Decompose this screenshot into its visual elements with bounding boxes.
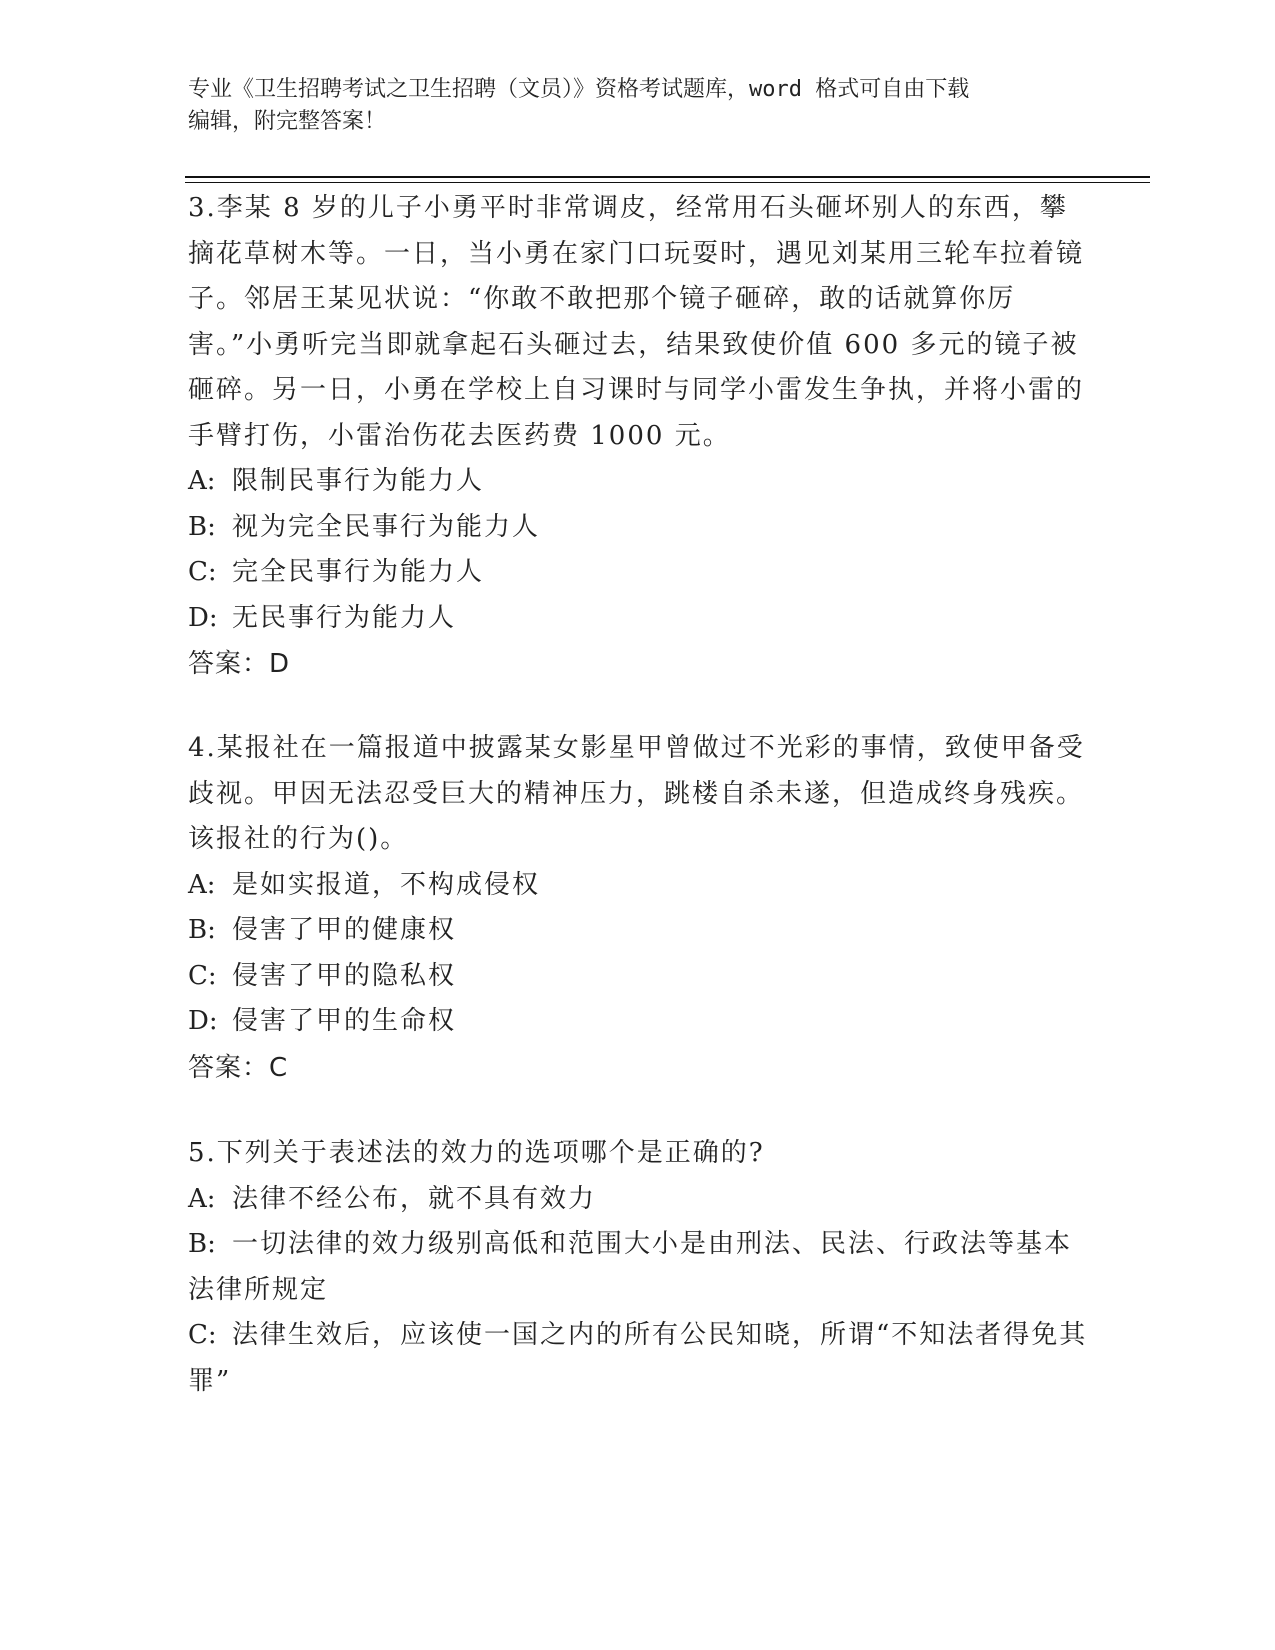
option-text: 侵害了甲的隐私权 bbox=[232, 960, 457, 991]
answer-text: 答案：D bbox=[188, 649, 291, 679]
option-text: 无民事行为能力人 bbox=[232, 602, 457, 633]
option-c bbox=[188, 550, 1088, 596]
option-b bbox=[188, 1222, 1088, 1313]
option-key: D: bbox=[188, 602, 218, 633]
option-key: C: bbox=[188, 1320, 217, 1350]
header-divider-thin bbox=[185, 182, 1150, 183]
option-key: A: bbox=[188, 1183, 216, 1214]
option-d bbox=[188, 596, 1088, 642]
option-key: B: bbox=[188, 511, 216, 542]
option-key: B: bbox=[188, 915, 216, 945]
header-line-2: 编辑，附完整答案！ bbox=[188, 109, 387, 134]
document-header bbox=[188, 74, 1088, 138]
option-text: 侵害了甲的生命权 bbox=[232, 1006, 457, 1036]
option-text: 完全民事行为能力人 bbox=[232, 557, 485, 587]
option-key: C: bbox=[188, 557, 217, 587]
question-stem: 3.李某 8 岁的儿子小勇平时非常调皮，经常用石头砸坏别人的东西，攀摘花草树木等。一日，当小勇在家门口玩耍时，遇见刘某用三轮车拉着镜子。邻居王某见状说：“你敢不敢把那个镜子砸碎，敢的话就算你厉害。”小勇听完当即就拿起石头砸过去，结果致使价值 600 多元的镜子被砸碎。另一日，小勇在学校上自习课时与同学小雷发生争执，并将小雷的手臂打伤，小雷治伤花去医药费 1000 元。 bbox=[188, 193, 1085, 451]
option-b bbox=[188, 908, 1088, 954]
option-key: A: bbox=[188, 869, 216, 900]
option-text: 一切法律的效力级别高低和范围大小是由刑法、民法、行政法等基本法律所规定 bbox=[188, 1229, 1073, 1305]
question-stem: 4.某报社在一篇报道中披露某女影星甲曾做过不光彩的事情，致使甲备受歧视。甲因无法忍受巨大的精神压力，跳楼自杀未遂，但造成终身残疾。该报社的行为()。 bbox=[188, 733, 1085, 854]
header-divider-thick bbox=[185, 176, 1150, 178]
question-3 bbox=[188, 186, 1088, 687]
option-d bbox=[188, 999, 1088, 1045]
question-5 bbox=[188, 1131, 1088, 1404]
question-stem: 5.下列关于表述法的效力的选项哪个是正确的? bbox=[188, 1138, 765, 1168]
option-text: 是如实报道，不构成侵权 bbox=[232, 869, 541, 900]
option-text: 视为完全民事行为能力人 bbox=[232, 511, 541, 542]
option-text: 法律不经公布，就不具有效力 bbox=[232, 1183, 597, 1214]
header-line-1: 专业《卫生招聘考试之卫生招聘（文员）》资格考试题库，word 格式可自由下载 bbox=[188, 77, 970, 102]
option-text: 限制民事行为能力人 bbox=[232, 466, 485, 496]
option-key: B: bbox=[188, 1229, 216, 1259]
option-key: C: bbox=[188, 960, 217, 991]
option-c bbox=[188, 954, 1088, 1000]
option-text: 法律生效后，应该使一国之内的所有公民知晓，所谓“不知法者得免其罪” bbox=[188, 1320, 1088, 1396]
option-b bbox=[188, 505, 1088, 551]
option-a bbox=[188, 863, 1088, 909]
option-c bbox=[188, 1313, 1088, 1404]
option-a bbox=[188, 459, 1088, 505]
option-key: A: bbox=[188, 466, 216, 496]
answer-text: 答案：C bbox=[188, 1052, 289, 1083]
option-a bbox=[188, 1177, 1088, 1223]
question-4 bbox=[188, 726, 1088, 1091]
option-text: 侵害了甲的健康权 bbox=[232, 915, 457, 945]
option-key: D: bbox=[188, 1006, 218, 1036]
